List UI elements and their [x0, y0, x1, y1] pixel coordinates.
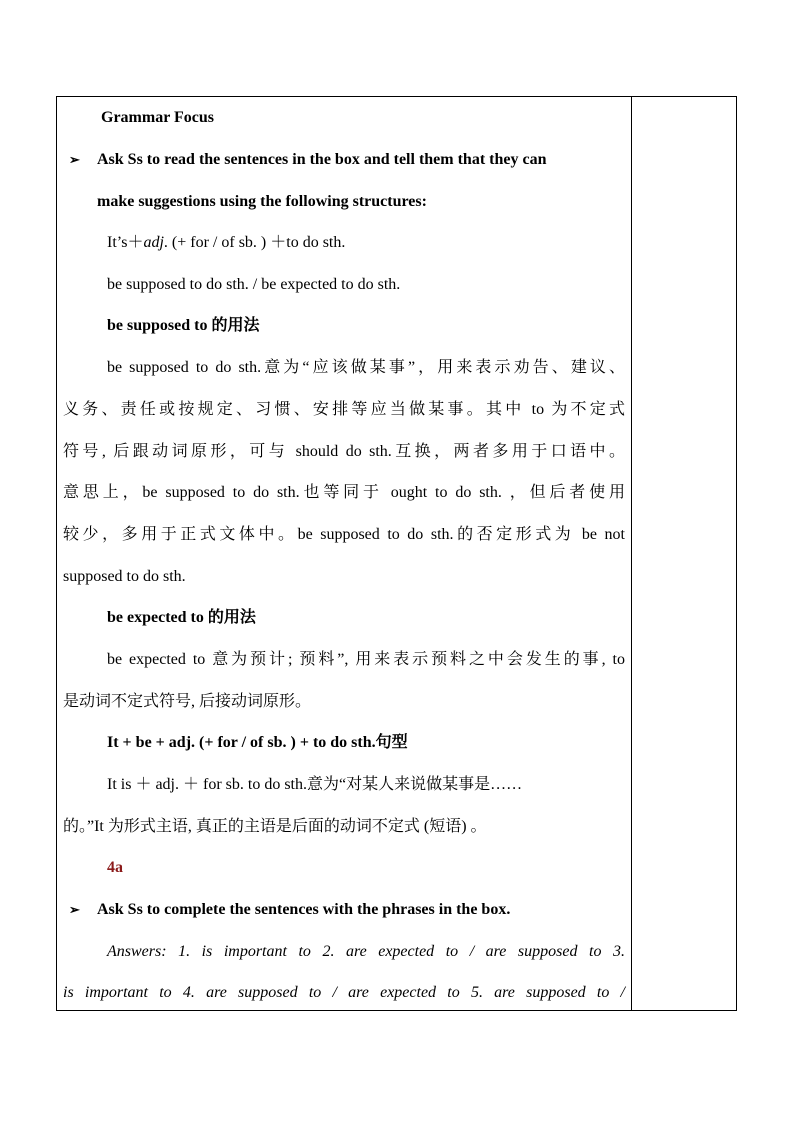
arrow-bullet-icon: ➢ [69, 902, 80, 917]
bullet-continuation: make suggestions using the following structures: [97, 193, 427, 210]
bullet-item-read-sentences [63, 150, 625, 170]
subheading-it-be-adj: It + be + adj. (+ for / of sb. ) + to do sth.句型 [107, 734, 408, 751]
paragraph-line: supposed to do sth. [63, 568, 186, 585]
subheading-supposed: be supposed to 的用法 [107, 317, 260, 334]
paragraph-line: 义务、责任或按规定、习惯、安排等应当做某事。其中 to 为不定式 [63, 401, 625, 418]
paragraph-line: It is ＋ adj. ＋ for sb. to do sth.意为“对某人来说做某事是…… [107, 776, 523, 793]
subheading-expected: be expected to 的用法 [107, 609, 256, 626]
bullet-text: Ask Ss to complete the sentences with the phrases in the box. [97, 901, 511, 918]
paragraph-line: be supposed to do sth.意为“应该做某事”，用来表示劝告、建议、 [107, 359, 625, 376]
section-label-4a: 4a [107, 859, 123, 876]
structure-text-rest: . (+ for / of sb. ) ＋to do sth. [163, 234, 346, 251]
answers-line: Answers: 1. is important to 2. are expected to / are supposed to 3. [107, 943, 625, 960]
bullet-text: Ask Ss to read the sentences in the box and tell them that they can [97, 151, 547, 168]
grammar-focus-heading: Grammar Focus [101, 109, 215, 126]
paragraph-line: 是动词不定式符号, 后接动词原形。 [63, 693, 312, 710]
paragraph-line: 较少，多用于正式文体中。be supposed to do sth.的否定形式为 be not [63, 526, 625, 543]
paragraph-line: 的。”It 为形式主语, 真正的主语是后面的动词不定式 (短语) 。 [63, 818, 487, 835]
lesson-table [56, 96, 737, 1011]
arrow-bullet-icon: ➢ [69, 152, 80, 167]
paragraph-line: be expected to 意为预计; 预料”, 用来表示预料之中会发生的事, to [107, 651, 625, 668]
structure-adj: adj [143, 234, 164, 251]
paragraph-line: 意思上，be supposed to do sth.也等同于 ought to do sth. ，但后者使用 [63, 484, 625, 501]
paragraph-line: 符号, 后跟动词原形，可与 should do sth.互换，两者多用于口语中。 [63, 443, 625, 460]
structure-line-2: be supposed to do sth. / be expected to do sth. [107, 276, 401, 293]
structure-line-1 [63, 233, 669, 253]
bullet-item-complete-sentences [63, 900, 625, 920]
structure-text: It’s＋ [107, 234, 144, 251]
answers-line: is important to 4. are supposed to / are expected to 5. are supposed to / [63, 984, 625, 1001]
